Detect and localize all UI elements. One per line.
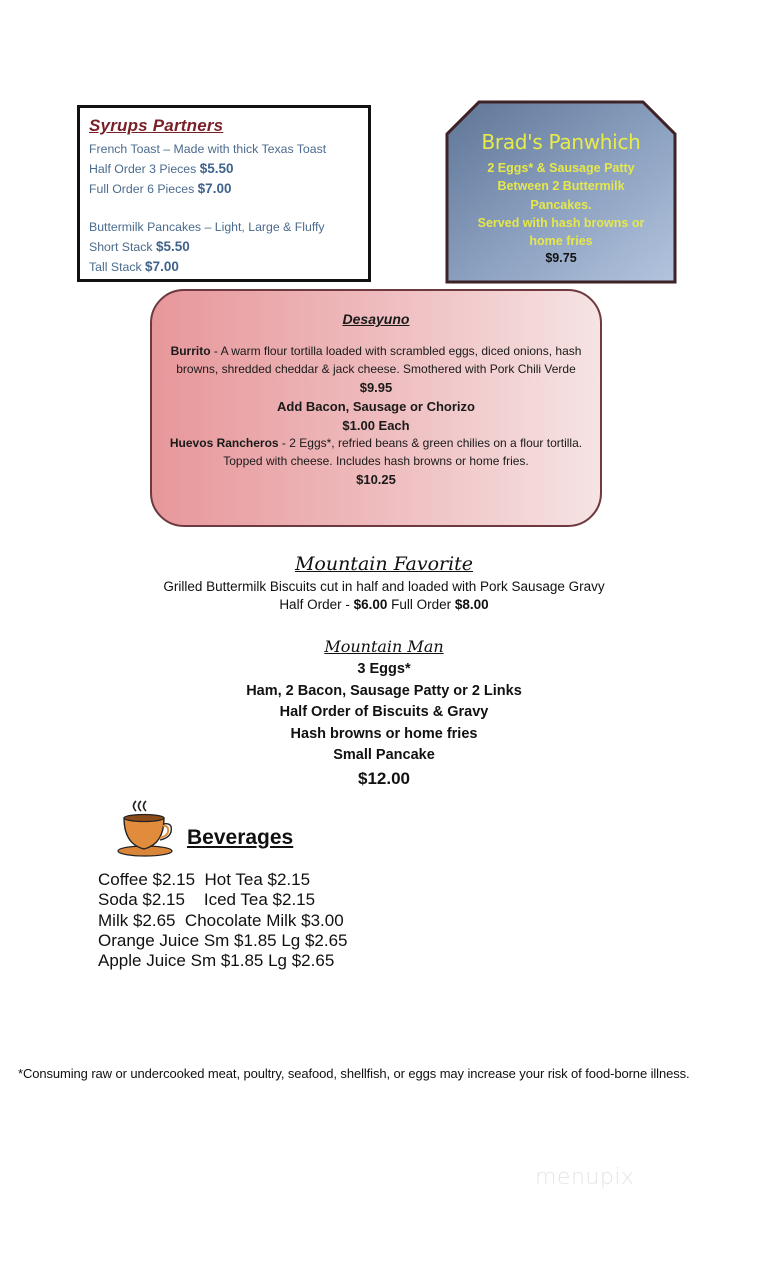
huevos-price: $10.25	[356, 472, 396, 487]
burrito-text: - A warm flour tortilla loaded with scrambled eggs, diced onions, hash browns, shredded cheddar & jack cheese. Smothered with Pork Chili Verde	[176, 344, 582, 376]
panwhich-line: Pancakes.	[530, 197, 592, 212]
menu-line	[89, 159, 368, 179]
item-text: French Toast – Made with thick Texas Toast	[89, 142, 327, 156]
half-order-label: Half Order -	[279, 597, 354, 612]
panwhich-line: home fries	[529, 234, 593, 249]
burrito-description	[166, 343, 586, 378]
mountain-man-item: Half Order of Biscuits & Gravy	[279, 704, 489, 720]
beverage-line: Milk $2.65 Chocolate Milk $3.00	[98, 910, 344, 930]
desayuno-box	[150, 289, 602, 527]
mountain-favorite-prices	[0, 596, 768, 614]
item-text: Buttermilk Pancakes – Light, Large & Fluffy	[89, 220, 325, 234]
beverages-list	[98, 870, 348, 971]
mountain-man-item: Small Pancake	[333, 747, 435, 763]
mountain-man-title: Mountain Man	[324, 637, 444, 656]
half-order-price: $6.00	[353, 597, 388, 612]
mountain-man-section	[0, 637, 768, 789]
huevos-name: Huevos Rancheros	[169, 436, 279, 450]
beverages-title: Beverages	[187, 826, 294, 849]
spacer	[89, 199, 368, 217]
menu-line	[89, 237, 368, 257]
huevos-text: - 2 Eggs*, refried beans & green chilies on a flour tortilla. Topped with cheese. Includes hash browns or home fries.	[223, 436, 583, 468]
menupix-watermark: menupix	[535, 1165, 635, 1190]
menu-line	[89, 257, 368, 277]
item-text: Half Order 3 Pieces	[89, 162, 200, 176]
item-text: Tall Stack	[89, 260, 146, 274]
panwhich-title: Brad's Panwhich	[481, 130, 641, 154]
item-price: $7.00	[197, 181, 232, 196]
item-text: Full Order 6 Pieces	[89, 182, 198, 196]
panwhich-line: 2 Eggs* & Sausage Patty	[487, 161, 635, 175]
item-price: $7.00	[145, 259, 179, 274]
panwhich-line: Served with hash browns or	[477, 215, 645, 230]
item-price: $5.50	[199, 161, 234, 176]
mountain-favorite-description: Grilled Buttermilk Biscuits cut in half and loaded with Pork Sausage Gravy	[163, 579, 605, 594]
coffee-cup-icon	[116, 797, 178, 859]
syrups-partners-box	[77, 105, 371, 282]
beverage-line: Soda $2.15 Iced Tea $2.15	[98, 890, 316, 910]
item-price: $5.50	[155, 239, 190, 254]
panwhich-price: $9.75	[545, 251, 577, 266]
mountain-man-item: Ham, 2 Bacon, Sausage Patty or 2 Links	[246, 682, 522, 699]
beverage-line: Coffee $2.15 Hot Tea $2.15	[98, 870, 311, 889]
menu-line	[89, 217, 368, 237]
panwhich-line: Between 2 Buttermilk	[497, 179, 625, 194]
full-order-label: Full Order	[387, 597, 455, 612]
full-order-price: $8.00	[454, 597, 489, 612]
menu-line	[89, 139, 368, 159]
brads-panwhich-box	[445, 100, 677, 284]
addon-price: $1.00 Each	[342, 418, 410, 433]
desayuno-title: Desayuno	[342, 311, 410, 327]
burrito-price: $9.95	[359, 380, 393, 395]
mountain-favorite-title: Mountain Favorite	[294, 553, 474, 575]
item-text: Short Stack	[89, 240, 156, 254]
desayuno-body	[152, 343, 600, 489]
menu-line	[89, 179, 368, 199]
syrups-partners-title: Syrups Partners	[89, 116, 224, 135]
mountain-man-price: $12.00	[358, 768, 410, 788]
panwhich-content	[445, 100, 677, 265]
food-safety-disclaimer: *Consuming raw or undercooked meat, poultry, seafood, shellfish, or eggs may increase your risk of food-borne illness.	[18, 1066, 690, 1081]
beverage-line: Orange Juice Sm $1.85 Lg $2.65	[98, 930, 348, 950]
mountain-man-item: Hash browns or home fries	[290, 725, 478, 742]
burrito-name: Burrito	[170, 344, 211, 358]
beverage-line: Apple Juice Sm $1.85 Lg $2.65	[98, 951, 335, 971]
addon-label: Add Bacon, Sausage or Chorizo	[277, 399, 475, 414]
huevos-description	[166, 435, 586, 470]
mountain-man-item: 3 Eggs*	[357, 661, 411, 677]
mountain-favorite-section	[0, 553, 768, 614]
